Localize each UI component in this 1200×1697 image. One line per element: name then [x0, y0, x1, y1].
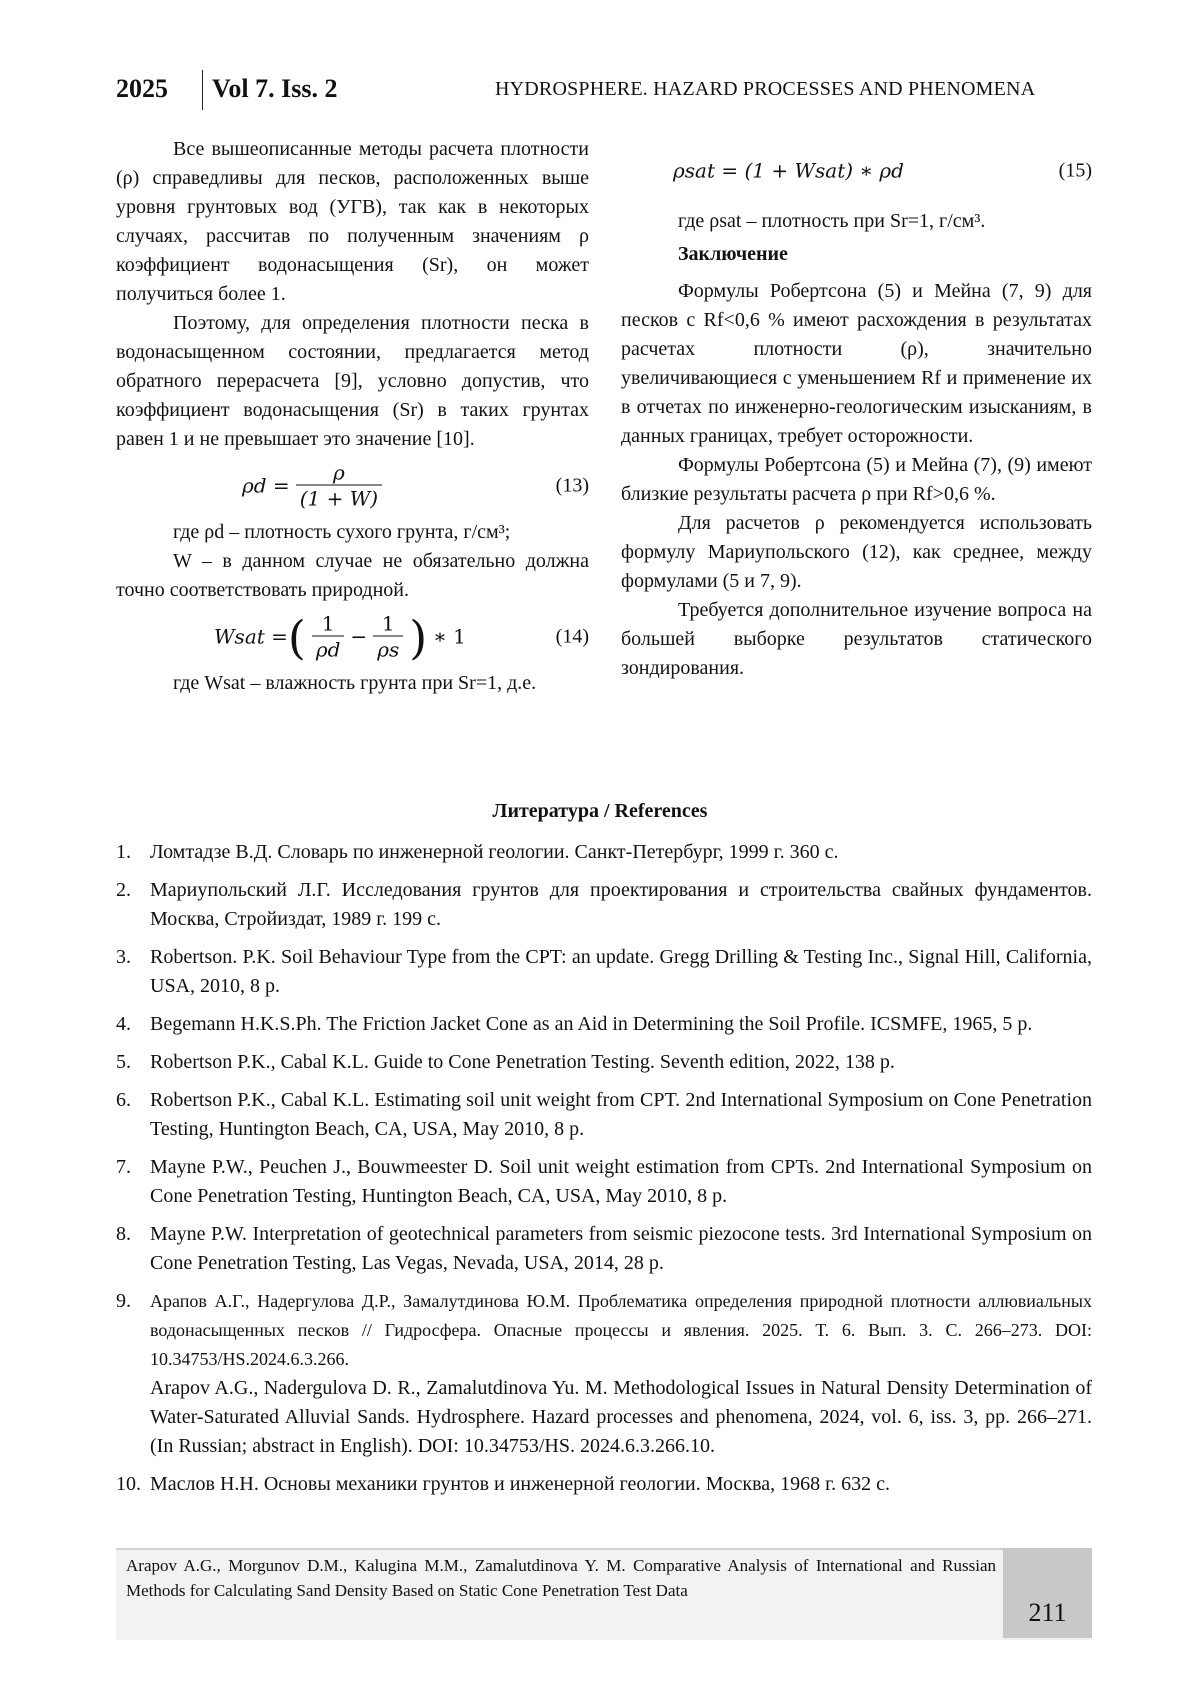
equation-number: (15)	[1058, 159, 1092, 182]
reference-item	[116, 1048, 1092, 1077]
right-column	[621, 135, 1092, 683]
issue-year: 2025	[116, 74, 168, 103]
paragraph: Формулы Робертсона (5) и Мейна (7), (9) имеют близкие результаты расчета ρ при Rf>0,6 %.	[621, 454, 1092, 505]
reference-text: Mayne P.W. Interpretation of geotechnical parameters from seismic piezocone tests. 3rd International Symposium on Cone Penetration Testing, Las Vegas, Nevada, USA, 2014, 28 p.	[150, 1223, 1092, 1274]
reference-number: 7.	[116, 1156, 131, 1178]
numerator: ρ	[332, 460, 345, 485]
minus-sign: −	[350, 624, 368, 649]
reference-text: Robertson P.K., Cabal K.L. Guide to Cone Penetration Testing. Seventh edition, 2022, 138 p.	[150, 1051, 895, 1073]
references-list	[116, 838, 1092, 1508]
reference-number: 9.	[116, 1290, 131, 1312]
paragraph: Требуется дополнительное изучение вопроса на большей выборке результатов статического зондирования.	[621, 599, 1092, 679]
footer-citation: Arapov A.G., Morgunov D.M., Kalugina M.M., Zamalutdinova Y. M. Comparative Analysis of International and Russian Methods for Calculating Sand Density Based on Static Cone Penetration Test Data	[126, 1556, 996, 1600]
reference-text: Robertson P.K., Cabal K.L. Estimating soil unit weight from CPT. 2nd International Symposium on Cone Penetration Testing, Huntington Beach, CA, USA, May 2010, 8 p.	[150, 1089, 1092, 1140]
equation-tail: ∗ 1	[433, 624, 466, 649]
reference-item	[116, 1220, 1092, 1278]
references-title: Литература / References	[492, 800, 708, 822]
left-column	[116, 135, 589, 698]
volume-issue: Vol 7. Iss. 2	[212, 74, 338, 103]
fraction	[312, 612, 345, 663]
denominator: ρs	[373, 636, 403, 663]
equation-body: ρsat = (1 + Wsat) ∗ ρd	[673, 158, 904, 183]
reference-item	[116, 1086, 1092, 1144]
fraction	[296, 461, 382, 512]
equation-13	[116, 454, 589, 518]
reference-text: Robertson. P.K. Soil Behaviour Type from the CPT: an update. Gregg Drilling & Testing Inc., Signal Hill, California, USA, 2010, 8 p.	[150, 946, 1092, 997]
page-number: 211	[1028, 1598, 1067, 1627]
reference-item	[116, 838, 1092, 867]
reference-item	[116, 1153, 1092, 1211]
reference-number: 3.	[116, 946, 131, 968]
paragraph: W – в данном случае не обязательно должна точно соответствовать природной.	[116, 550, 589, 601]
left-paren: (	[287, 610, 306, 664]
header-divider	[202, 70, 203, 110]
reference-text: Begemann H.K.S.Ph. The Friction Jacket Cone as an Aid in Determining the Soil Profile. ICSMFE, 1965, 5 p.	[150, 1013, 1033, 1035]
paragraph: Поэтому, для определения плотности песка в водонасыщенном состоянии, предлагается метод обратного перерасчета [9], условно допустив, что коэффициент водонасыщения (Sr) в таких грунтах равен 1 и не превышает это значение [10].	[116, 312, 589, 450]
equation-number: (14)	[555, 625, 589, 648]
paragraph: Все вышеописанные методы расчета плотности (ρ) справедливы для песков, расположенных выше уровня грунтовых вод (УГВ), так как в некоторых случаях, рассчитав по полученным значениям ρ коэффициент водонасыщения (Sr), он может получиться более 1.	[116, 138, 589, 305]
equation-lhs: ρd =	[242, 473, 290, 498]
reference-text: Мариупольский Л.Г. Исследования грунтов для проектирования и строительства свайных фундаментов. Москва, Стройиздат, 1989 г. 199 с.	[150, 879, 1092, 930]
reference-text-english: Arapov A.G., Nadergulova D. R., Zamalutdinova Yu. M. Methodological Issues in Natural Density Determination of Water-Saturated Alluvial Sands. Hydrosphere. Hazard processes and phenomena, 2024, vol. 6, iss. 3, pp. 266–271. (In Russian; abstract in English). DOI: 10.34753/HS. 2024.6.3.266.10.	[150, 1377, 1092, 1457]
reference-item	[116, 1010, 1092, 1039]
reference-number: 1.	[116, 841, 131, 863]
journal-title: HYDROSPHERE. HAZARD PROCESSES AND PHENOMENA	[495, 78, 1036, 100]
paragraph: Для расчетов ρ рекомендуется использовать формулу Мариупольского (12), как среднее, между формулами (5 и 7, 9).	[621, 512, 1092, 592]
reference-number: 8.	[116, 1223, 131, 1245]
reference-number: 5.	[116, 1051, 131, 1073]
equation-lhs: Wsat =	[214, 624, 288, 649]
reference-text: Маслов Н.Н. Основы механики грунтов и инженерной геологии. Москва, 1968 г. 632 с.	[150, 1473, 890, 1495]
numerator: 1	[381, 611, 395, 636]
reference-item	[116, 1287, 1092, 1461]
reference-item	[116, 943, 1092, 1001]
equation-number: (13)	[555, 474, 589, 497]
section-heading: Заключение	[678, 243, 788, 265]
reference-number: 4.	[116, 1013, 131, 1035]
paragraph: Формулы Робертсона (5) и Мейна (7, 9) для песков с Rf<0,6 % имеют расхождения в результатах расчетах плотности (ρ), значительно увеличивающиеся с уменьшением Rf и применение их в отчетах по инженерно-геологическим изысканиям, в данных границах, требует осторожности.	[621, 280, 1092, 447]
paragraph: где ρd – плотность сухого грунта, г/см³;	[173, 521, 511, 543]
paragraph: где Wsat – влажность грунта при Sr=1, д.е.	[173, 672, 537, 694]
numerator: 1	[321, 611, 335, 636]
reference-text: Mayne P.W., Peuchen J., Bouwmeester D. Soil unit weight estimation from CPTs. 2nd International Symposium on Cone Penetration Testing, Huntington Beach, CA, USA, May 2010, 8 p.	[150, 1156, 1092, 1207]
reference-number: 2.	[116, 879, 131, 901]
reference-number: 6.	[116, 1089, 131, 1111]
reference-text: Ломтадзе В.Д. Словарь по инженерной геологии. Санкт-Петербург, 1999 г. 360 с.	[150, 841, 839, 863]
reference-item	[116, 1470, 1092, 1499]
denominator: ρd	[312, 636, 345, 663]
reference-item	[116, 876, 1092, 934]
reference-text: Арапов А.Г., Надергулова Д.Р., Замалутдинова Ю.М. Проблематика определения природной плотности аллювиальных водонасыщенных песков // Гидросфера. Опасные процессы и явления. 2025. Т. 6. Вып. 3. С. 266–273. DOI: 10.34753/HS.2024.6.3.266.	[150, 1291, 1092, 1369]
equation-14	[116, 605, 589, 669]
equation-15	[621, 135, 1092, 207]
right-paren: )	[409, 610, 428, 664]
reference-number: 10.	[116, 1473, 141, 1495]
fraction	[373, 612, 403, 663]
denominator: (1 + W)	[296, 485, 382, 512]
paragraph: где ρsat – плотность при Sr=1, г/см³.	[678, 210, 986, 232]
